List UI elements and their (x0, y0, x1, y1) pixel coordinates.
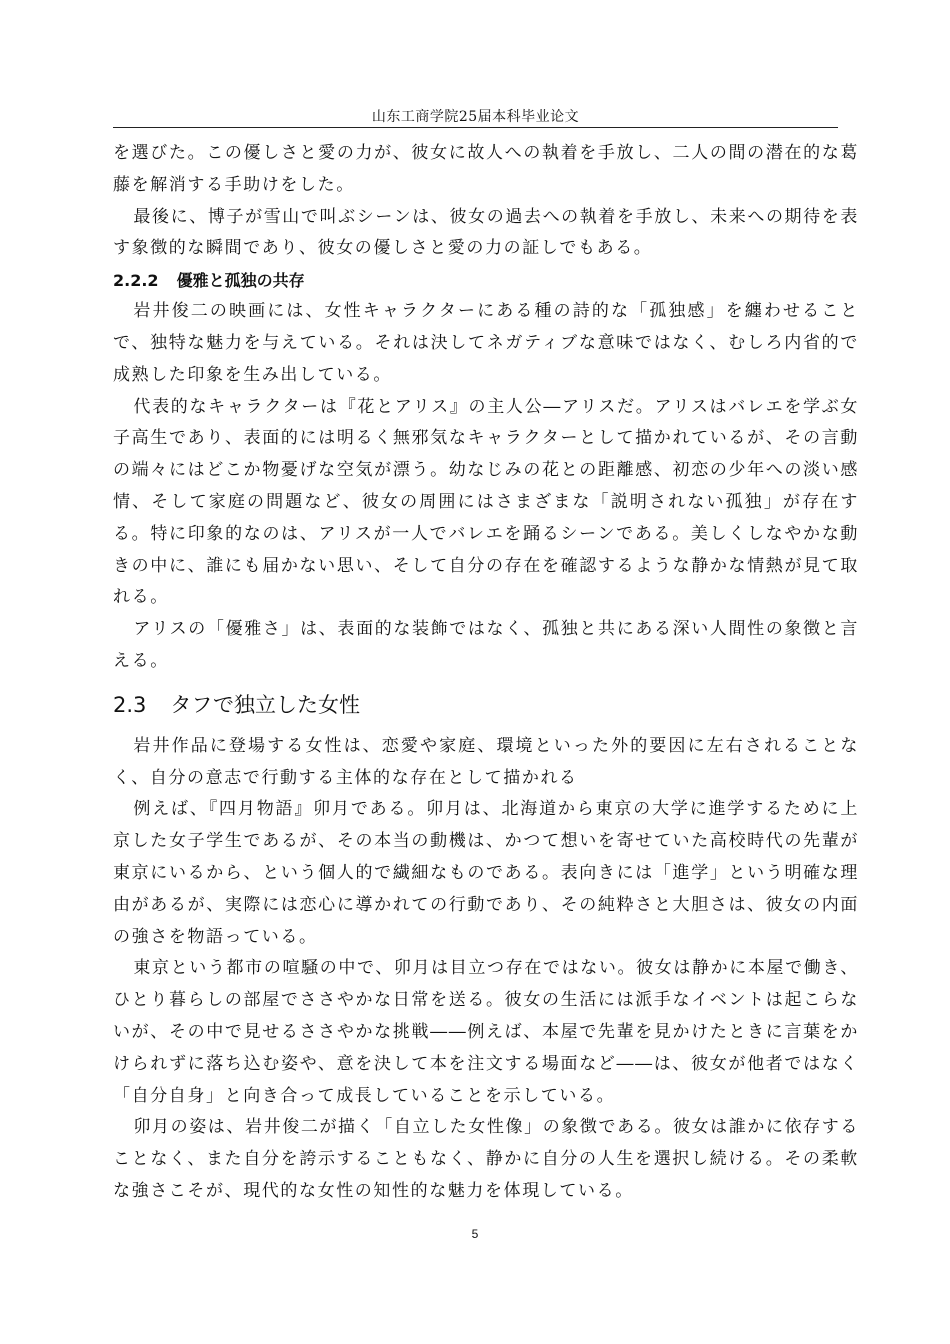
section-heading-2-2-2 (113, 265, 859, 296)
paragraph: 岩井俊二の映画には、女性キャラクターにある種の詩的な「孤独感」を纏わせることで、独特な魅力を与えている。それは決してネガティブな意味ではなく、むしろ内省的で成熟した印象を生み出している。 (113, 301, 859, 385)
paragraph: 東京という都市の喧騒の中で、卯月は目立つ存在ではない。彼女は静かに本屋で働き、ひとり暮らしの部屋でささやかな日常を送る。彼女の生活には派手なイベントは起こらないが、その中で見せるささやかな挑戦――例えば、本屋で先輩を見かけたときに言葉をかけられずに落ち込む姿や、意を決して本を注文する場面など――は、彼女が他者ではなく「自分自身」と向き合って成長していることを示している。 (113, 958, 859, 1106)
header-divider (113, 127, 838, 128)
paragraph: 例えば、『四月物語』卯月である。卯月は、北海道から東京の大学に進学するために上京した女子学生であるが、その本当の動機は、かつて想いを寄せていた高校時代の先輩が東京にいるから、という個人的で繊細なものである。表向きには「進学」という明確な理由があるが、実際には恋心に導かれての行動であり、その純粋さと大胆さは、彼女の内面の強さを物語っている。 (113, 799, 859, 947)
paragraph: 最後に、博子が雪山で叫ぶシーンは、彼女の過去への執着を手放し、未来への期待を表す象徴的な瞬間であり、彼女の優しさと愛の力の証しでもある。 (113, 206, 859, 259)
section-title: 優雅と孤独の共存 (176, 271, 305, 291)
page-number: 5 (471, 1227, 479, 1241)
document-body (113, 138, 859, 1208)
section-heading-2-3 (113, 688, 859, 722)
paragraph: 卯月の姿は、岩井俊二が描く「自立した女性像」の象徴である。彼女は誰かに依存することなく、また自分を誇示することもなく、静かに自分の人生を選択し続ける。その柔軟な強さこそが、現代的な女性の知性的な魅力を体現している。 (113, 1117, 859, 1201)
section-number: 2.3 (113, 692, 147, 717)
section-title: タフで独立した女性 (170, 692, 361, 717)
page-header-title: 山东工商学院25届本科毕业论文 (371, 109, 580, 125)
paragraph: アリスの「優雅さ」は、表面的な装飾ではなく、孤独と共にある深い人間性の象徴と言える。 (113, 619, 859, 671)
paragraph: 代表的なキャラクターは『花とアリス』の主人公―アリスだ。アリスはバレエを学ぶ女子高生であり、表面的には明るく無邪気なキャラクターとして描かれているが、その言動の端々にはどこか物憂げな空気が漂う。幼なじみの花との距離感、初恋の少年への淡い感情、そして家庭の問題など、彼女の周囲にはさまざまな「説明されない孤独」が存在する。特に印象的なのは、アリスが一人でバレエを踊るシーンである。美しくしなやかな動きの中に、誰にも届かない思い、そして自分の存在を確認するような静かな情熱が見て取れる。 (113, 396, 859, 608)
paragraph: を選びた。この優しさと愛の力が、彼女に故人への執着を手放し、二人の間の潜在的な葛藤を解消する手助けをした。 (113, 143, 859, 195)
paragraph: 岩井作品に登場する女性は、恋愛や家庭、環境といった外的要因に左右されることなく、自分の意志で行動する主体的な存在として描かれる (113, 735, 859, 788)
section-number: 2.2.2 (113, 271, 159, 291)
